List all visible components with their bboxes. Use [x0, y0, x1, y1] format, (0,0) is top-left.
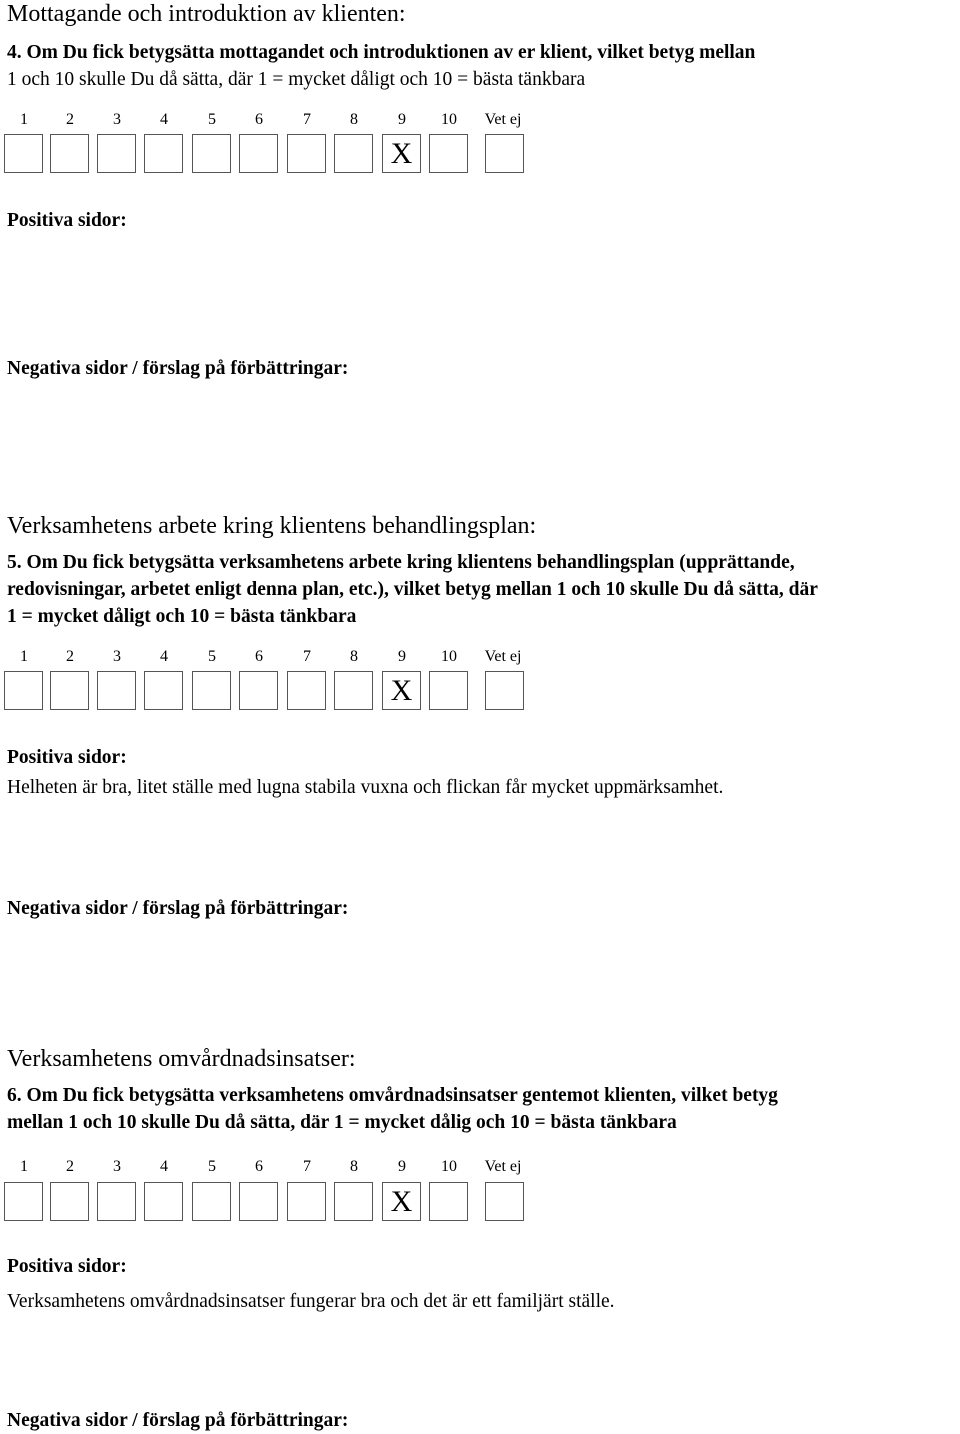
question-line: 1 = mycket dåligt och 10 = bästa tänkbara — [7, 606, 357, 627]
scale-label: 3 — [113, 1158, 121, 1175]
scale-label: Vet ej — [484, 1158, 522, 1175]
rating-scale-labels — [0, 648, 540, 670]
rating-checkbox-10[interactable] — [429, 671, 468, 710]
rating-scale-labels — [0, 1158, 540, 1180]
scale-label: 1 — [20, 1158, 28, 1175]
scale-label: 6 — [255, 648, 263, 665]
rating-checkbox-8[interactable] — [334, 671, 373, 710]
rating-checkbox-3[interactable] — [97, 1182, 136, 1221]
scale-label: 5 — [208, 111, 216, 128]
rating-checkbox-6[interactable] — [239, 134, 278, 173]
question-line: mellan 1 och 10 skulle Du då sätta, där 1 = mycket dålig och 10 = bästa tänkbara — [7, 1112, 677, 1133]
question-line: 6. Om Du fick betygsätta verksamhetens omvårdnadsinsatser gentemot klienten, vilket betyg — [7, 1085, 778, 1106]
rating-checkbox-8[interactable] — [334, 1182, 373, 1221]
rating-checkbox-6[interactable] — [239, 671, 278, 710]
rating-checkbox-vet-ej[interactable] — [485, 671, 524, 710]
negative-label: Negativa sidor / förslag på förbättringar: — [7, 898, 349, 919]
rating-checkbox-5[interactable] — [192, 671, 231, 710]
positive-label: Positiva sidor: — [7, 1256, 127, 1277]
rating-checkbox-8[interactable] — [334, 134, 373, 173]
rating-checkbox-1[interactable] — [4, 134, 43, 173]
rating-checkbox-6[interactable] — [239, 1182, 278, 1221]
rating-checkbox-9[interactable]: X — [382, 1182, 421, 1221]
question-line: 1 och 10 skulle Du då sätta, där 1 = mycket dåligt och 10 = bästa tänkbara — [7, 69, 586, 90]
rating-boxes — [0, 671, 540, 711]
rating-checkbox-2[interactable] — [50, 671, 89, 710]
scale-label: 8 — [350, 1158, 358, 1175]
scale-label: Vet ej — [484, 111, 522, 128]
scale-label: 1 — [20, 111, 28, 128]
rating-scale-labels — [0, 111, 540, 133]
scale-label: 9 — [398, 111, 406, 128]
rating-checkbox-3[interactable] — [97, 134, 136, 173]
rating-checkbox-4[interactable] — [144, 1182, 183, 1221]
scale-label: 8 — [350, 648, 358, 665]
rating-checkbox-2[interactable] — [50, 1182, 89, 1221]
rating-checkbox-4[interactable] — [144, 671, 183, 710]
scale-label: 4 — [160, 1158, 168, 1175]
positive-answer: Helheten är bra, litet ställe med lugna stabila vuxna och flickan får mycket uppmärksamhet. — [7, 777, 724, 798]
scale-label: 7 — [303, 111, 311, 128]
rating-checkbox-7[interactable] — [287, 1182, 326, 1221]
negative-label: Negativa sidor / förslag på förbättringar: — [7, 358, 349, 379]
scale-label: Vet ej — [484, 648, 522, 665]
scale-label: 6 — [255, 111, 263, 128]
scale-label: 7 — [303, 648, 311, 665]
scale-label: 5 — [208, 648, 216, 665]
scale-label: 6 — [255, 1158, 263, 1175]
question-line: 4. Om Du fick betygsätta mottagandet och introduktionen av er klient, vilket betyg mellan — [7, 42, 756, 63]
scale-label: 4 — [160, 111, 168, 128]
section-title: Verksamhetens omvårdnadsinsatser: — [7, 1046, 356, 1072]
rating-checkbox-1[interactable] — [4, 1182, 43, 1221]
rating-checkbox-10[interactable] — [429, 134, 468, 173]
question-line: redovisningar, arbetet enligt denna plan, etc.), vilket betyg mellan 1 och 10 skulle Du då sätta, där — [7, 579, 818, 600]
scale-label: 9 — [398, 648, 406, 665]
rating-checkbox-vet-ej[interactable] — [485, 1182, 524, 1221]
rating-checkbox-9[interactable]: X — [382, 671, 421, 710]
negative-label: Negativa sidor / förslag på förbättringar: — [7, 1410, 349, 1431]
scale-label: 10 — [441, 111, 457, 128]
positive-label: Positiva sidor: — [7, 747, 127, 768]
scale-label: 2 — [66, 648, 74, 665]
rating-checkbox-5[interactable] — [192, 1182, 231, 1221]
scale-label: 3 — [113, 111, 121, 128]
question-line: 5. Om Du fick betygsätta verksamhetens arbete kring klientens behandlingsplan (upprättande, — [7, 552, 795, 573]
rating-checkbox-7[interactable] — [287, 671, 326, 710]
rating-checkbox-9[interactable]: X — [382, 134, 421, 173]
rating-checkbox-2[interactable] — [50, 134, 89, 173]
rating-checkbox-5[interactable] — [192, 134, 231, 173]
scale-label: 2 — [66, 111, 74, 128]
scale-label: 10 — [441, 648, 457, 665]
rating-boxes — [0, 134, 540, 174]
rating-checkbox-10[interactable] — [429, 1182, 468, 1221]
positive-answer: Verksamhetens omvårdnadsinsatser fungerar bra och det är ett familjärt ställe. — [7, 1291, 615, 1312]
positive-label: Positiva sidor: — [7, 210, 127, 231]
scale-label: 4 — [160, 648, 168, 665]
scale-label: 7 — [303, 1158, 311, 1175]
section-title: Verksamhetens arbete kring klientens behandlingsplan: — [7, 513, 537, 539]
scale-label: 2 — [66, 1158, 74, 1175]
rating-boxes — [0, 1182, 540, 1222]
rating-checkbox-7[interactable] — [287, 134, 326, 173]
rating-checkbox-4[interactable] — [144, 134, 183, 173]
scale-label: 10 — [441, 1158, 457, 1175]
scale-label: 1 — [20, 648, 28, 665]
section-title: Mottagande och introduktion av klienten: — [7, 1, 406, 27]
rating-checkbox-3[interactable] — [97, 671, 136, 710]
scale-label: 8 — [350, 111, 358, 128]
scale-label: 5 — [208, 1158, 216, 1175]
rating-checkbox-vet-ej[interactable] — [485, 134, 524, 173]
scale-label: 9 — [398, 1158, 406, 1175]
scale-label: 3 — [113, 648, 121, 665]
rating-checkbox-1[interactable] — [4, 671, 43, 710]
